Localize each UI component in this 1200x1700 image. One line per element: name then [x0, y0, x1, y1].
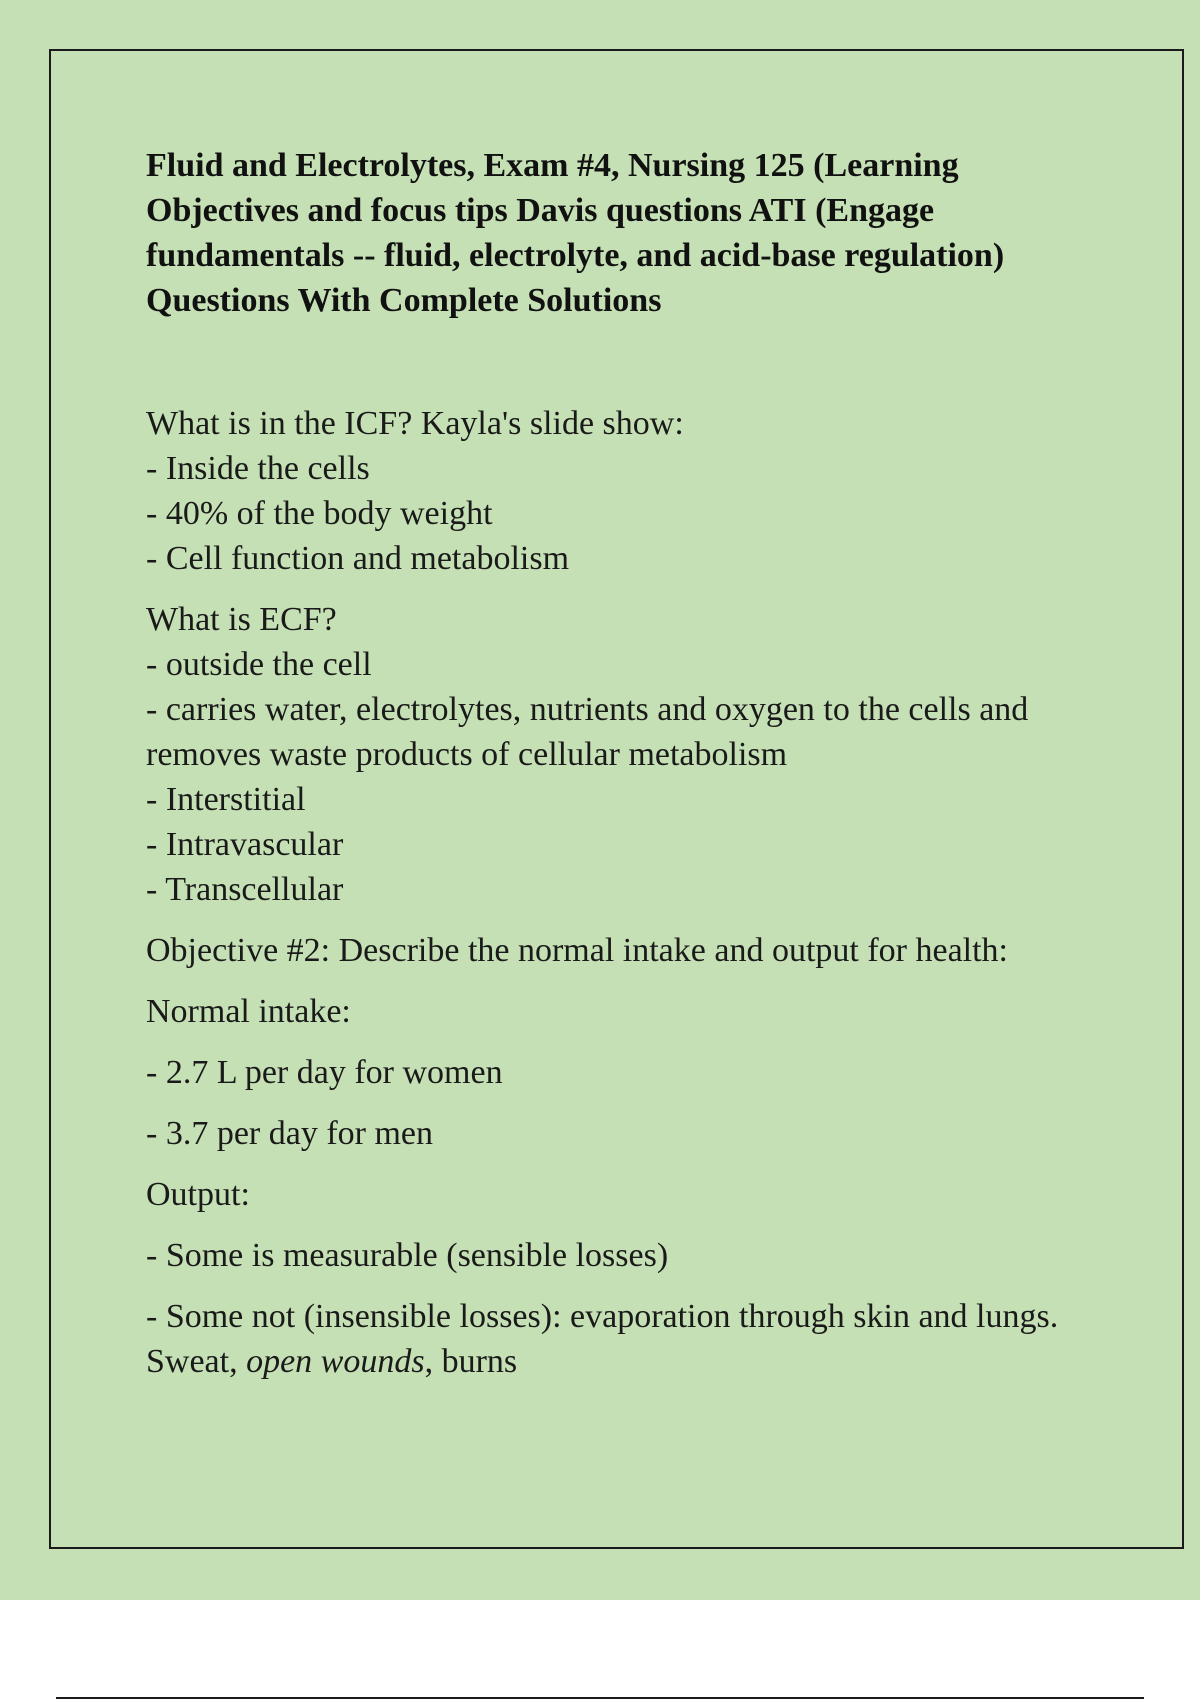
output-insensible-emphasis: open wounds	[246, 1343, 425, 1380]
intake-heading: Normal intake:	[146, 993, 351, 1030]
objective-heading: Objective #2: Describe the normal intake and output for health:	[146, 932, 1009, 969]
list-item: - 40% of the body weight	[146, 495, 493, 532]
footer-divider	[56, 1697, 1144, 1699]
ecf-question: What is ECF?	[146, 601, 337, 638]
list-item: - outside the cell	[146, 646, 372, 683]
list-item: - Cell function and metabolism	[146, 540, 570, 577]
list-item: - carries water, electrolytes, nutrients and oxygen to the cells and removes waste products of cellular metabolism	[146, 691, 1029, 773]
icf-answer-list	[146, 446, 1106, 581]
output-sensible: - Some is measurable (sensible losses)	[146, 1237, 669, 1274]
output-insensible-text: - Some not (insensible losses): evaporation through skin and lungs. Sweat,	[146, 1298, 1059, 1380]
document-title: Fluid and Electrolytes, Exam #4, Nursing 125 (Learning Objectives and focus tips Davis questions ATI (Engage fundamentals -- fluid, electrolyte, and acid-base regulation) Questions With Complete Solutions	[146, 147, 1005, 319]
document-body	[146, 143, 1106, 1384]
intake-men: - 3.7 per day for men	[146, 1115, 434, 1152]
output-insensible	[146, 1294, 1106, 1384]
list-item: - Intravascular	[146, 826, 344, 863]
output-heading: Output:	[146, 1176, 250, 1213]
intake-women: - 2.7 L per day for women	[146, 1054, 503, 1091]
output-insensible-end: , burns	[424, 1343, 518, 1380]
list-item: - Inside the cells	[146, 450, 370, 487]
ecf-answer-list	[146, 642, 1106, 912]
list-item: - Interstitial	[146, 781, 306, 818]
list-item: - Transcellular	[146, 871, 344, 908]
icf-question: What is in the ICF? Kayla's slide show:	[146, 405, 684, 442]
